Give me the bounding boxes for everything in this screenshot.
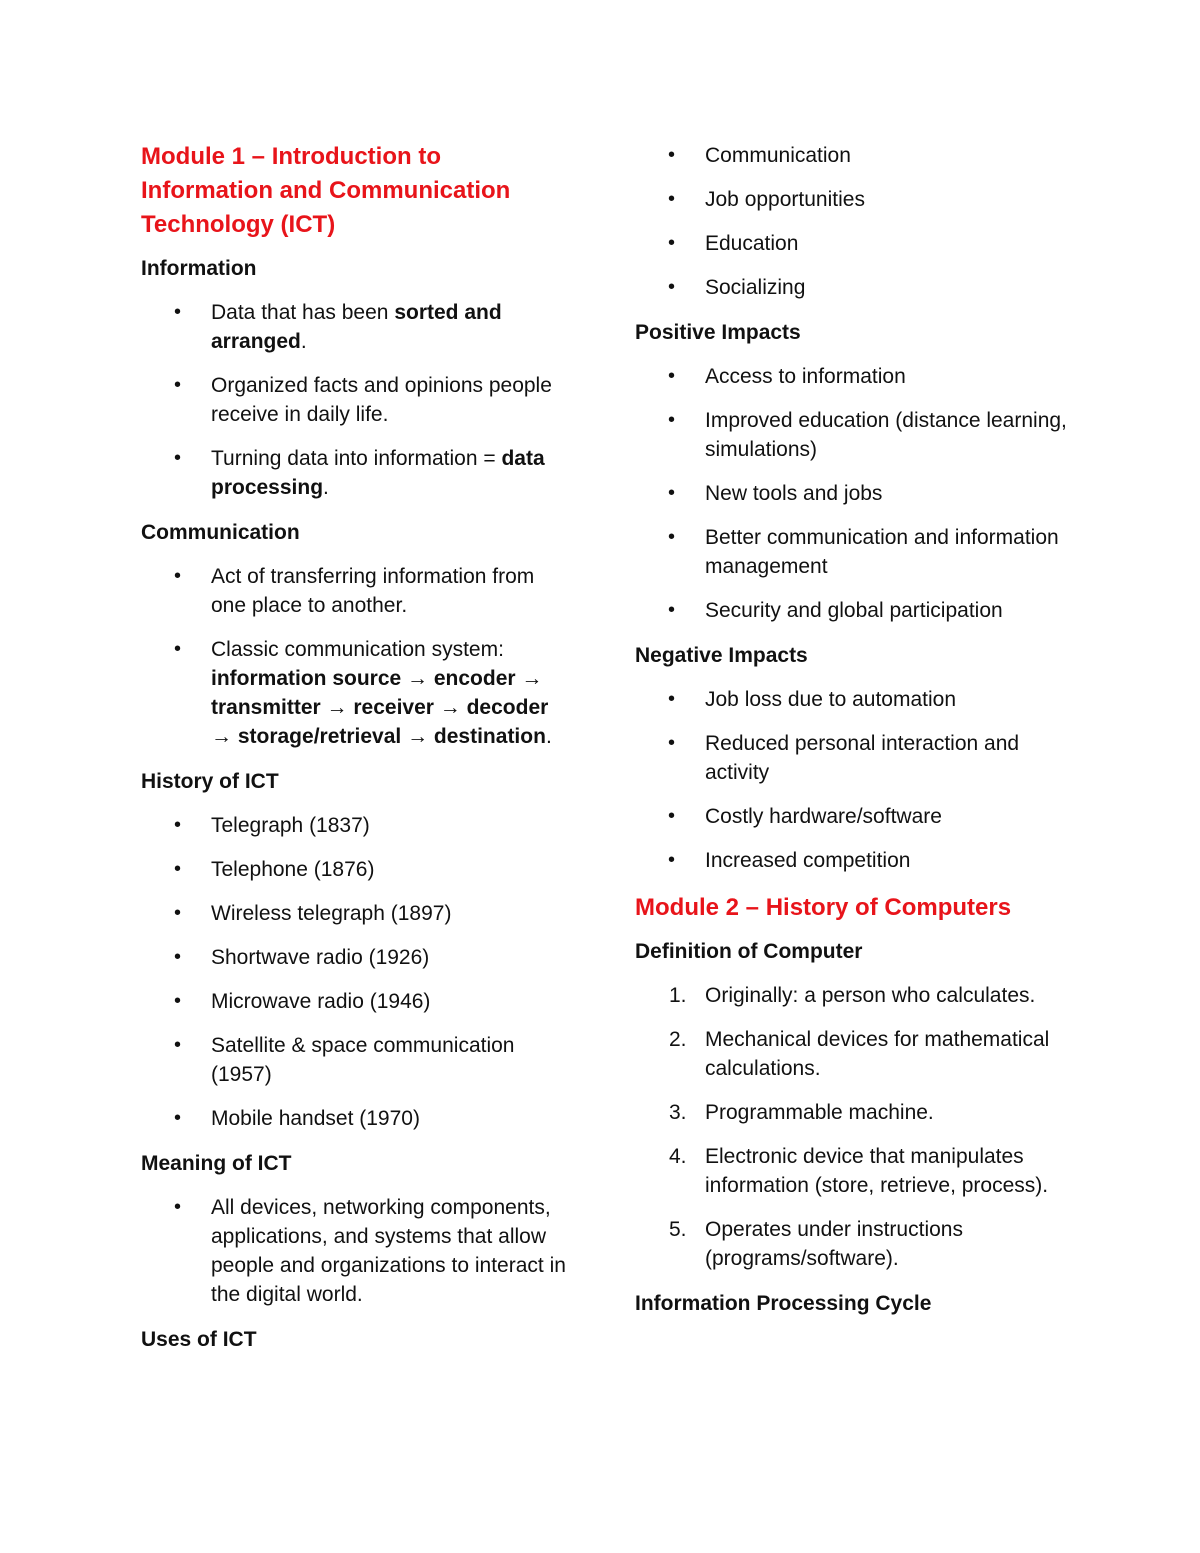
list-item: 1. Originally: a person who calculates. bbox=[669, 984, 1036, 1007]
list-item: • Security and global participation bbox=[635, 596, 1075, 625]
list-item: • Costly hardware/software bbox=[635, 802, 1075, 831]
positive-impacts-heading: Positive Impacts bbox=[635, 321, 801, 344]
negative-impacts-list bbox=[635, 685, 1075, 875]
meaning-heading: Meaning of ICT bbox=[141, 1152, 292, 1175]
uses-list bbox=[635, 141, 1075, 302]
information-heading: Information bbox=[141, 257, 257, 280]
positive-impacts-list bbox=[635, 362, 1075, 625]
list-item: • Organized facts and opinions people receive in daily life. bbox=[141, 371, 571, 429]
module-2-title: Module 2 – History of Computers bbox=[635, 894, 1012, 921]
list-item: • Job opportunities bbox=[635, 185, 1075, 214]
list-item: • Satellite & space communication (1957) bbox=[141, 1031, 571, 1089]
communication-heading: Communication bbox=[141, 521, 300, 544]
processing-cycle-heading: Information Processing Cycle bbox=[635, 1292, 932, 1315]
list-item: • Mobile handset (1970) bbox=[141, 1104, 571, 1133]
list-item: • Education bbox=[635, 229, 1075, 258]
definition-heading: Definition of Computer bbox=[635, 940, 863, 963]
negative-impacts-heading: Negative Impacts bbox=[635, 644, 808, 667]
list-item: • Shortwave radio (1926) bbox=[141, 943, 571, 972]
communication-list bbox=[141, 562, 571, 751]
list-item: • Communication bbox=[635, 141, 1075, 170]
list-item: 5. Operates under instructions (programs/software). bbox=[669, 1218, 963, 1270]
list-item: 3. Programmable machine. bbox=[669, 1101, 934, 1124]
list-item: • Telephone (1876) bbox=[141, 855, 571, 884]
information-list bbox=[141, 298, 571, 502]
list-item: • Better communication and information management bbox=[635, 523, 1075, 581]
list-item: • Act of transferring information from one place to another. bbox=[141, 562, 571, 620]
list-item: 2. Mechanical devices for mathematical calculations. bbox=[669, 1028, 1050, 1080]
list-item: 4. Electronic device that manipulates information (store, retrieve, process). bbox=[669, 1145, 1049, 1197]
list-item: • Wireless telegraph (1897) bbox=[141, 899, 571, 928]
list-item: • Improved education (distance learning, simulations) bbox=[635, 406, 1075, 464]
module-1-title: Module 1 – Introduction to Information and Communication Technology (ICT) bbox=[141, 143, 511, 238]
list-item: • New tools and jobs bbox=[635, 479, 1075, 508]
list-item: • All devices, networking components, applications, and systems that allow people and organizations to interact in the digital world. bbox=[141, 1193, 571, 1309]
history-heading: History of ICT bbox=[141, 770, 279, 793]
list-item: • Turning data into information = data processing. bbox=[141, 444, 571, 502]
list-item: • Telegraph (1837) bbox=[141, 811, 571, 840]
list-item: • Job loss due to automation bbox=[635, 685, 1075, 714]
list-item: • Increased competition bbox=[635, 846, 1075, 875]
left-column bbox=[141, 140, 571, 1369]
history-list bbox=[141, 811, 571, 1133]
list-item: • Data that has been sorted and arranged. bbox=[141, 298, 571, 356]
list-item: • Socializing bbox=[635, 273, 1075, 302]
meaning-list bbox=[141, 1193, 571, 1309]
list-item: • Classic communication system: information source → encoder → transmitter → receiver → decoder → storage/retrieval → destination. bbox=[141, 635, 571, 751]
uses-heading: Uses of ICT bbox=[141, 1328, 257, 1351]
definition-list bbox=[635, 981, 1075, 1273]
list-item: • Reduced personal interaction and activity bbox=[635, 729, 1075, 787]
list-item: • Access to information bbox=[635, 362, 1075, 391]
list-item: • Microwave radio (1946) bbox=[141, 987, 571, 1016]
right-column bbox=[635, 141, 1075, 1333]
